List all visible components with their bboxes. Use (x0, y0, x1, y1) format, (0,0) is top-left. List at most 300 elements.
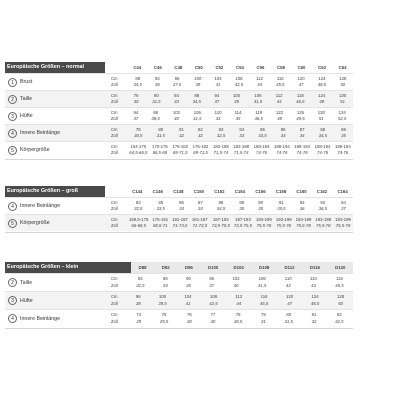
measure-number-badge: 5 (8, 146, 17, 155)
size-value-cell (254, 93, 262, 106)
size-header: C150 (193, 189, 204, 194)
size-value-cell (234, 312, 242, 325)
size-header: D108 (259, 265, 270, 270)
size-value-cell (152, 217, 168, 230)
zoll-value: 38 (135, 300, 141, 306)
table-title: Europäische Größen – normal (5, 62, 105, 73)
size-value-cell (212, 217, 230, 230)
size-value-cell (209, 294, 217, 307)
size-value-cell (136, 276, 144, 289)
size-header: C160 (296, 189, 307, 194)
cm-value: 130 (338, 92, 347, 98)
cm-value: 84 (174, 92, 179, 98)
zoll-value: 37 (214, 99, 220, 104)
cm-value: 128 (336, 294, 345, 299)
cm-value: 116 (336, 276, 343, 281)
size-value-cell (335, 217, 351, 230)
size-value-cell (136, 312, 141, 325)
measure-label: Taille (20, 96, 33, 102)
zoll-value: 64,5-66,5 (129, 150, 148, 155)
table-row (5, 124, 353, 141)
size-value-cell (239, 200, 244, 213)
size-value-cell (319, 200, 327, 213)
size-value-cell (258, 276, 266, 289)
zoll-value: 75,5-78 (335, 223, 351, 228)
zoll-value: 36 (154, 82, 160, 87)
zoll-value: 43 (215, 116, 221, 121)
measure-label: Körpergröße (20, 147, 50, 153)
measure-label: Innere Beinlänge (20, 203, 61, 209)
cm-value: 182-188 (233, 143, 250, 149)
cm-value: 181-187 (191, 216, 208, 222)
cm-value: 188-194 (314, 143, 331, 149)
cm-value: 76 (186, 312, 192, 317)
zoll-value: 30 (210, 318, 216, 324)
zoll-value: 34 (179, 206, 184, 211)
size-header: D112 (284, 265, 295, 270)
size-value-cell (285, 312, 293, 325)
size-value-cell (258, 200, 263, 213)
cm-value: 176-182 (172, 143, 189, 149)
size-header: C162 (316, 189, 328, 194)
measure-label: Hüfte (20, 297, 33, 304)
zoll-value: 44 (276, 99, 282, 104)
measure-number-badge: 2 (8, 278, 17, 287)
zoll-value: 44 (257, 82, 262, 87)
zoll-value: 41 (185, 300, 191, 306)
cm-value: 79 (261, 312, 266, 317)
size-value-cell (134, 200, 142, 213)
unit-cm-label: Cm (111, 92, 118, 98)
cm-value: 78 (235, 312, 241, 317)
table-row (5, 107, 353, 124)
zoll-value: 71,5-74 (213, 150, 229, 155)
unit-cm-label: Cm (111, 312, 118, 317)
size-value-cell (215, 110, 222, 123)
zoll-value: 66,5-69 (152, 150, 168, 155)
table-row (5, 141, 353, 158)
table-row (5, 197, 353, 214)
zoll-value: 42,5 (234, 82, 244, 87)
zoll-value: 41,5 (253, 99, 263, 104)
zoll-value: 46,5 (296, 99, 305, 104)
cm-value: 98 (153, 109, 158, 115)
size-value-cell (256, 76, 263, 89)
size-value-cell (160, 312, 168, 325)
size-value-cell (281, 127, 286, 140)
cm-value: 83 (218, 126, 224, 132)
cm-value: 130 (317, 109, 325, 115)
zoll-value: 49,5 (296, 116, 305, 121)
zoll-value: 33 (239, 133, 245, 138)
zoll-value: 75,5-78 (276, 223, 291, 228)
size-value-cell (157, 127, 165, 140)
size-value-cell (286, 294, 293, 307)
zoll-value: 34 (280, 133, 286, 138)
size-table-3 (5, 262, 353, 327)
size-header: D96 (184, 265, 193, 270)
cm-value: 126 (296, 109, 305, 115)
cm-value: 110 (310, 276, 317, 281)
cm-value: 112 (235, 294, 243, 299)
zoll-value: 39 (234, 99, 239, 104)
cm-value: 188-194 (273, 143, 290, 149)
zoll-value: 29,5 (159, 318, 169, 324)
zoll-value: 41 (215, 82, 221, 87)
size-header: C54 (235, 65, 244, 70)
size-value-cell (158, 294, 166, 307)
cm-value: 169,5-175 (129, 216, 149, 222)
table-title: Europäische Größen – groß (5, 186, 105, 197)
zoll-value: 69-71,5 (172, 150, 188, 155)
size-value-cell (187, 312, 192, 325)
zoll-value: 32,5 (136, 282, 145, 288)
size-header: C64 (338, 65, 347, 70)
size-value-cell (134, 93, 139, 106)
size-value-cell (235, 76, 243, 89)
size-value-cell (276, 93, 283, 106)
measure-number-badge: 4 (8, 129, 17, 138)
zoll-value: 32 (197, 133, 203, 138)
cm-value: 187-193 (212, 216, 229, 222)
cm-value: 193-199 (256, 216, 272, 222)
size-table-1 (5, 62, 353, 158)
cm-value: 193-199 (295, 216, 312, 222)
size-header: C164 (337, 189, 348, 194)
cm-value: 93 (320, 199, 326, 205)
table-header (5, 262, 353, 273)
size-value-cell (276, 76, 284, 89)
cm-value: 86 (179, 199, 184, 205)
cm-value: 193-199 (275, 216, 292, 222)
size-value-cell (337, 294, 344, 307)
zoll-value: 73,5-75,5 (233, 223, 253, 228)
cm-value: 170-176 (151, 143, 168, 149)
zoll-value: 45,5 (276, 82, 285, 87)
cm-value: 104 (214, 75, 222, 81)
cm-value: 81 (179, 126, 184, 132)
zoll-value: 36,5 (318, 206, 327, 211)
measure-number-badge: 2 (8, 95, 17, 104)
size-value-cell (179, 200, 184, 213)
cm-value: 100 (158, 294, 167, 299)
zoll-value: 47 (287, 300, 292, 306)
size-header: C52 (215, 65, 224, 70)
size-value-cell (217, 127, 225, 140)
cm-value: 124 (318, 75, 326, 81)
zoll-value: 35 (341, 133, 346, 138)
unit-cm-label: Cm (111, 276, 118, 281)
size-value-cell (298, 76, 305, 89)
size-value-cell (296, 217, 312, 230)
zoll-value: 32,5 (335, 318, 344, 324)
size-value-cell (235, 110, 242, 123)
cm-value: 85 (158, 199, 164, 205)
size-value-cell (232, 276, 239, 289)
size-header: C148 (173, 189, 184, 194)
size-value-cell (312, 312, 317, 325)
zoll-value: 75,5-78 (315, 223, 331, 228)
cm-value: 81 (311, 312, 317, 317)
size-header: C152 (214, 189, 225, 194)
zoll-value: 50 (338, 300, 343, 306)
unit-cm-label: Cm (111, 294, 118, 299)
size-header: C48 (174, 65, 183, 70)
cm-value: 106 (258, 276, 266, 281)
size-value-cell (315, 217, 331, 230)
zoll-value: 42,5 (209, 300, 218, 306)
size-value-cell (335, 276, 343, 289)
table-header (5, 62, 353, 73)
cm-value: 100 (232, 92, 241, 98)
cm-value: 88 (135, 75, 141, 81)
table-row (5, 214, 353, 231)
zoll-value: 34,5 (216, 206, 226, 211)
zoll-value: 74-76 (276, 150, 288, 155)
cm-value: 80 (158, 126, 164, 132)
zoll-value: 66-68,5 (131, 223, 146, 228)
cm-value: 80 (153, 92, 159, 98)
cm-value: 106 (254, 92, 262, 98)
measure-label: Hüfte (20, 113, 33, 119)
size-value-cell (155, 76, 160, 89)
cm-value: 82 (137, 276, 143, 281)
zoll-value: 34,5 (133, 82, 142, 87)
size-value-cell (215, 93, 220, 106)
table-title: Europäische Größen – klein (5, 262, 131, 273)
size-value-cell (172, 144, 188, 157)
zoll-value: 32 (311, 318, 317, 324)
size-value-cell (276, 110, 283, 123)
zoll-value: 74-76 (296, 150, 308, 155)
size-value-cell (152, 93, 160, 106)
cm-value: 92 (154, 75, 160, 81)
measure-number-badge: 4 (8, 202, 17, 211)
size-value-cell (151, 110, 159, 123)
cm-value: 108 (209, 294, 218, 299)
measure-label: Brust (20, 79, 33, 85)
size-value-cell (339, 93, 346, 106)
size-value-cell (193, 144, 209, 157)
measure-label: Innere Beinlänge (20, 315, 61, 322)
zoll-value: 39 (195, 82, 201, 87)
measure-number-badge: 3 (8, 112, 17, 121)
size-value-cell (198, 127, 203, 140)
table-header (5, 186, 353, 197)
size-value-cell (341, 127, 346, 140)
zoll-value: 52,5 (338, 116, 347, 121)
zoll-value: 51 (340, 99, 345, 104)
cm-value: 188-194 (253, 143, 270, 149)
size-header: D116 (309, 265, 320, 270)
cm-value: 89 (239, 199, 245, 205)
size-value-cell (274, 144, 290, 157)
zoll-value: 34 (162, 282, 168, 288)
zoll-value: 34 (299, 133, 305, 138)
zoll-value: 43 (311, 282, 316, 288)
size-header: C144 (132, 189, 143, 194)
cm-value: 83 (135, 199, 141, 205)
cm-value: 82 (197, 126, 203, 132)
zoll-value: 74-76 (317, 150, 328, 155)
size-value-cell (296, 110, 304, 123)
table-bottom-rule (5, 159, 353, 160)
zoll-value: 51 (318, 116, 324, 121)
size-value-cell (260, 294, 268, 307)
unit-cm-label: Cm (111, 216, 118, 222)
size-header: D88 (138, 265, 147, 270)
zoll-value: 48 (277, 116, 282, 121)
size-value-cell (315, 144, 331, 157)
size-header: C158 (275, 189, 287, 194)
size-value-cell (310, 276, 317, 289)
unit-cm-label: Cm (111, 143, 118, 149)
size-value-cell (233, 144, 249, 157)
zoll-value: 40 (174, 116, 179, 121)
size-header: C156 (255, 189, 266, 194)
cm-value: 106 (193, 109, 201, 115)
cm-value: 84 (239, 126, 245, 132)
size-value-cell (261, 312, 266, 325)
size-value-cell (129, 217, 148, 230)
size-value-cell (213, 144, 229, 157)
cm-value: 75 (161, 312, 167, 317)
zoll-value: 71-73,5 (192, 223, 208, 228)
size-value-cell (234, 217, 252, 230)
unit-zoll-label: Zoll (111, 206, 118, 211)
cm-value: 116 (276, 75, 284, 81)
cm-value: 187-193 (235, 216, 251, 222)
zoll-value: 75,5-78 (256, 223, 272, 228)
measure-label: Taille (20, 279, 33, 286)
measure-number-badge: 4 (8, 314, 17, 323)
size-value-cell (318, 110, 325, 123)
cm-value: 88 (218, 199, 224, 205)
cm-value: 116 (260, 294, 268, 299)
measure-number-badge: 5 (8, 219, 17, 228)
zoll-value: 31,5 (284, 318, 293, 324)
zoll-value: 41,5 (193, 116, 202, 121)
zoll-value: 38,5 (151, 116, 160, 121)
size-value-cell (277, 200, 285, 213)
zoll-value: 47 (298, 82, 304, 87)
cm-value: 176-182 (192, 143, 209, 149)
zoll-value: 48,5 (317, 82, 327, 87)
table-row (5, 309, 353, 327)
cm-value: 82 (336, 312, 342, 317)
cm-value: 110 (214, 109, 222, 115)
size-value-cell (173, 76, 181, 89)
cm-value: 108 (235, 75, 243, 81)
cm-value: 90 (258, 199, 264, 205)
zoll-value: 35 (239, 206, 245, 211)
cm-value: 89 (341, 126, 346, 132)
cm-value: 102 (172, 109, 181, 115)
cm-value: 100 (194, 75, 202, 81)
cm-value: 88 (194, 92, 200, 98)
cm-value: 124 (311, 294, 319, 299)
cm-value: 96 (174, 75, 180, 81)
size-value-cell (239, 127, 244, 140)
size-value-cell (255, 110, 263, 123)
unit-zoll-label: Zoll (111, 223, 118, 228)
unit-zoll-label: Zoll (111, 133, 118, 138)
unit-zoll-label: Zoll (111, 318, 118, 324)
cm-value: 175-181 (152, 216, 169, 222)
cm-value: 94 (133, 109, 139, 115)
size-value-cell (276, 217, 292, 230)
size-header: C46 (153, 65, 162, 70)
cm-value: 85 (260, 126, 265, 132)
size-value-cell (235, 294, 242, 307)
size-value-cell (300, 127, 305, 140)
cm-value: 112 (256, 75, 264, 81)
zoll-value: 39,5 (158, 300, 167, 306)
cm-value: 193-199 (315, 216, 332, 222)
cm-value: 77 (210, 312, 216, 317)
cm-value: 88 (320, 126, 326, 132)
table-row (5, 273, 353, 291)
zoll-value: 71,5-74 (233, 150, 249, 155)
size-value-cell (173, 110, 180, 123)
unit-zoll-label: Zoll (111, 82, 118, 87)
cm-value: 86 (162, 276, 168, 281)
size-value-cell (134, 110, 139, 123)
size-value-cell (194, 76, 201, 89)
size-value-cell (285, 276, 292, 289)
measure-number-badge: 1 (8, 78, 17, 87)
size-header: C146 (152, 189, 163, 194)
size-header: C44 (133, 65, 142, 70)
size-value-cell (134, 76, 142, 89)
zoll-value: 33 (174, 99, 179, 104)
table-bottom-rule (5, 232, 353, 233)
size-value-cell (341, 200, 346, 213)
size-value-cell (172, 217, 188, 230)
table-row (5, 291, 353, 309)
cm-value: 188-194 (334, 143, 351, 149)
zoll-value: 34,5 (318, 133, 327, 138)
size-value-cell (311, 294, 319, 307)
zoll-value: 68,5-71 (152, 223, 168, 228)
zoll-value: 73,5-75,5 (211, 223, 230, 228)
size-value-cell (134, 127, 142, 140)
size-value-cell (318, 93, 325, 106)
size-value-cell (184, 294, 191, 307)
size-value-cell (129, 144, 147, 157)
zoll-value: 37 (209, 282, 215, 288)
zoll-value: 74-76 (337, 150, 349, 155)
size-header: C62 (318, 65, 326, 70)
size-value-cell (209, 276, 214, 289)
zoll-value: 44 (236, 300, 242, 306)
zoll-value: 32 (179, 133, 184, 138)
size-value-cell (296, 93, 304, 106)
zoll-value: 43 (285, 282, 291, 288)
zoll-value: 37,5 (172, 82, 182, 87)
size-value-cell (258, 127, 266, 140)
cm-value: 96 (135, 294, 141, 299)
zoll-value: 37 (341, 206, 346, 211)
table-row (5, 90, 353, 107)
unit-cm-label: Cm (111, 199, 118, 205)
unit-zoll-label: Zoll (111, 99, 118, 104)
cm-value: 181-187 (172, 216, 188, 222)
cm-value: 102 (232, 276, 240, 281)
cm-value: 87 (299, 126, 305, 132)
zoll-value: 29 (136, 318, 142, 324)
zoll-value: 30 (186, 318, 192, 324)
